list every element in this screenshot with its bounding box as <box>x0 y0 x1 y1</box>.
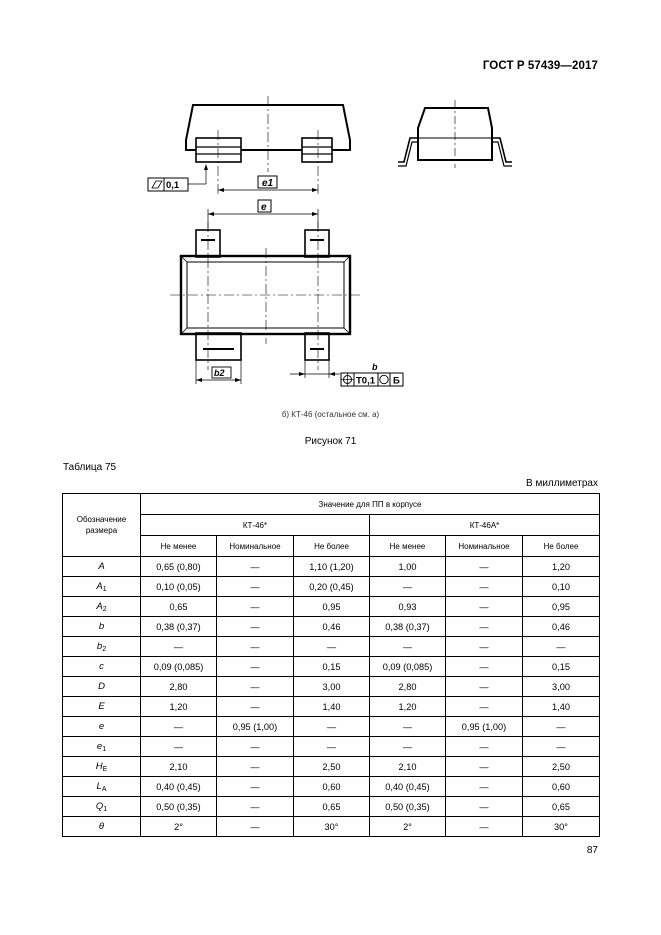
value-cell: 0,50 (0,35) <box>370 797 446 817</box>
side-view-lead-left <box>196 138 241 162</box>
top-view-lead-top-right <box>305 230 329 257</box>
package-header-kt46: КТ-46* <box>141 515 370 536</box>
param-cell <box>63 577 141 597</box>
value-cell: — <box>446 817 523 837</box>
value-cell: — <box>217 657 294 677</box>
top-view-lead-bottom-right <box>305 333 329 360</box>
value-cell: — <box>446 577 523 597</box>
b-label: b <box>372 362 378 372</box>
value-cell: 0,50 (0,35) <box>141 797 217 817</box>
page-number: 87 <box>586 845 598 856</box>
value-cell: 2° <box>370 817 446 837</box>
param-cell <box>63 777 141 797</box>
table-row <box>63 817 600 837</box>
table-units: В миллиметрах <box>526 478 598 489</box>
param-symbol: A <box>96 600 103 612</box>
param-symbol: Q <box>95 800 104 812</box>
e-label: e <box>261 202 267 213</box>
subheader: Не менее <box>141 536 217 557</box>
table-row <box>63 797 600 817</box>
value-cell: 1,00 <box>370 557 446 577</box>
figure-subcaption: б) КТ-46 (остальное см. а) <box>281 410 380 419</box>
param-symbol: E <box>98 701 105 712</box>
value-cell: 3,00 <box>294 677 370 697</box>
value-cell: 0,10 <box>523 577 600 597</box>
value-cell: — <box>217 677 294 697</box>
value-cell: — <box>370 577 446 597</box>
value-cell: — <box>141 637 217 657</box>
value-cell: 1,20 <box>523 557 600 577</box>
param-subscript: 1 <box>102 745 107 753</box>
value-cell: — <box>217 617 294 637</box>
value-cell: 3,00 <box>523 677 600 697</box>
value-cell: 0,65 <box>523 797 600 817</box>
value-cell: 1,40 <box>294 697 370 717</box>
param-symbol: b <box>98 621 105 632</box>
param-subscript: 1 <box>102 585 107 593</box>
param-cell <box>63 817 141 837</box>
value-cell: 0,15 <box>294 657 370 677</box>
value-cell: 0,93 <box>370 597 446 617</box>
value-cell: — <box>217 557 294 577</box>
table-row <box>63 637 600 657</box>
value-cell: — <box>370 637 446 657</box>
table-row <box>63 677 600 697</box>
value-cell: 0,38 (0,37) <box>370 617 446 637</box>
value-cell: — <box>141 717 217 737</box>
param-subscript: A <box>101 785 107 793</box>
param-symbol: A <box>96 580 103 592</box>
param-cell <box>63 737 141 757</box>
datum-label: Б <box>393 375 400 387</box>
value-cell: 0,46 <box>523 617 600 637</box>
value-cell: 2,80 <box>141 677 217 697</box>
param-symbol: D <box>98 681 105 692</box>
value-cell: 0,20 (0,45) <box>294 577 370 597</box>
value-cell: 2,10 <box>141 757 217 777</box>
param-subscript: 1 <box>103 805 108 813</box>
param-cell <box>63 657 141 677</box>
param-symbol: e <box>96 740 103 752</box>
param-subscript: E <box>102 765 108 773</box>
value-cell: — <box>446 637 523 657</box>
value-cell: — <box>217 777 294 797</box>
value-cell: — <box>446 657 523 677</box>
table-row <box>63 777 600 797</box>
param-cell <box>63 637 141 657</box>
table-row <box>63 697 600 717</box>
value-cell: 0,10 (0,05) <box>141 577 217 597</box>
value-cell: — <box>523 637 600 657</box>
param-symbol: e <box>98 721 105 732</box>
param-cell <box>63 697 141 717</box>
value-cell: 0,46 <box>294 617 370 637</box>
value-cell: 0,40 (0,45) <box>370 777 446 797</box>
value-cell: 0,40 (0,45) <box>141 777 217 797</box>
param-symbol: θ <box>98 821 105 832</box>
value-cell: — <box>294 637 370 657</box>
param-header: Обозначение размера <box>63 494 141 557</box>
param-symbol: L <box>96 780 102 792</box>
value-cell: 2,50 <box>523 757 600 777</box>
table-row <box>63 617 600 637</box>
value-cell: 0,95 (1,00) <box>446 717 523 737</box>
param-symbol: H <box>95 760 103 772</box>
value-cell: — <box>294 717 370 737</box>
value-cell: — <box>370 717 446 737</box>
value-cell: 1,20 <box>141 697 217 717</box>
value-cell: — <box>446 617 523 637</box>
value-cell: — <box>141 737 217 757</box>
param-symbol: b <box>96 640 103 652</box>
value-cell: — <box>523 717 600 737</box>
value-cell: — <box>217 817 294 837</box>
param-cell <box>63 757 141 777</box>
param-cell <box>63 717 141 737</box>
param-cell <box>63 617 141 637</box>
value-cell: 0,60 <box>294 777 370 797</box>
table-row <box>63 657 600 677</box>
value-cell: — <box>446 737 523 757</box>
value-cell: — <box>217 577 294 597</box>
value-cell: 30° <box>523 817 600 837</box>
value-cell: 2,10 <box>370 757 446 777</box>
table-row <box>63 717 600 737</box>
subheader: Не более <box>294 536 370 557</box>
side-view-lead-right <box>302 138 332 162</box>
value-cell: — <box>446 557 523 577</box>
dimensions-table <box>62 493 600 837</box>
param-symbol: A <box>98 561 105 572</box>
subheader: Номинальное <box>217 536 294 557</box>
flatness-tolerance-value: 0,1 <box>166 180 180 191</box>
param-cell <box>63 677 141 697</box>
table-row <box>63 577 600 597</box>
value-cell: — <box>523 737 600 757</box>
value-cell: — <box>446 597 523 617</box>
value-cell: 0,15 <box>523 657 600 677</box>
value-cell: — <box>217 597 294 617</box>
value-cell: 0,95 <box>523 597 600 617</box>
value-cell: — <box>446 777 523 797</box>
value-cell: — <box>446 797 523 817</box>
value-cell: 0,65 (0,80) <box>141 557 217 577</box>
param-symbol: c <box>99 661 104 672</box>
top-view-lead-bottom-left <box>196 333 241 360</box>
value-cell: 0,09 (0,085) <box>141 657 217 677</box>
value-cell: — <box>294 737 370 757</box>
document-standard-header: ГОСТ Р 57439—2017 <box>482 60 598 72</box>
b2-label: b2 <box>214 368 225 378</box>
param-cell <box>63 797 141 817</box>
table-row <box>63 737 600 757</box>
table-row <box>63 597 600 617</box>
param-subscript: 2 <box>102 605 107 613</box>
value-cell: 0,60 <box>523 777 600 797</box>
value-cell: — <box>217 797 294 817</box>
group-header: Значение для ПП в корпусе <box>141 494 600 515</box>
value-cell: 2,80 <box>370 677 446 697</box>
e1-label: e1 <box>262 178 274 189</box>
value-cell: 30° <box>294 817 370 837</box>
value-cell: 1,40 <box>523 697 600 717</box>
value-cell: 2° <box>141 817 217 837</box>
table-body <box>63 557 600 837</box>
value-cell: 0,95 (1,00) <box>217 717 294 737</box>
value-cell: 0,65 <box>141 597 217 617</box>
value-cell: — <box>217 737 294 757</box>
param-cell <box>63 597 141 617</box>
value-cell: 1,20 <box>370 697 446 717</box>
package-header-kt46a: КТ-46А* <box>370 515 600 536</box>
param-subscript: 2 <box>102 645 107 653</box>
subheader: Не менее <box>370 536 446 557</box>
value-cell: 0,09 (0,085) <box>370 657 446 677</box>
value-cell: 0,65 <box>294 797 370 817</box>
table-row <box>63 757 600 777</box>
value-cell: — <box>446 697 523 717</box>
value-cell: 0,38 (0,37) <box>141 617 217 637</box>
value-cell: — <box>446 757 523 777</box>
subheader: Не более <box>523 536 600 557</box>
table-row <box>63 557 600 577</box>
value-cell: — <box>217 757 294 777</box>
subheader: Номинальное <box>446 536 523 557</box>
technical-drawing <box>0 0 661 430</box>
value-cell: 0,95 <box>294 597 370 617</box>
param-cell <box>63 557 141 577</box>
position-tolerance-value: T0,1 <box>356 375 376 387</box>
figure-title: Рисунок 71 <box>304 436 357 447</box>
value-cell: — <box>217 697 294 717</box>
value-cell: — <box>370 737 446 757</box>
table-title: Таблица 75 <box>63 462 117 473</box>
value-cell: 1,10 (1,20) <box>294 557 370 577</box>
value-cell: — <box>446 677 523 697</box>
value-cell: — <box>217 637 294 657</box>
value-cell: 2,50 <box>294 757 370 777</box>
